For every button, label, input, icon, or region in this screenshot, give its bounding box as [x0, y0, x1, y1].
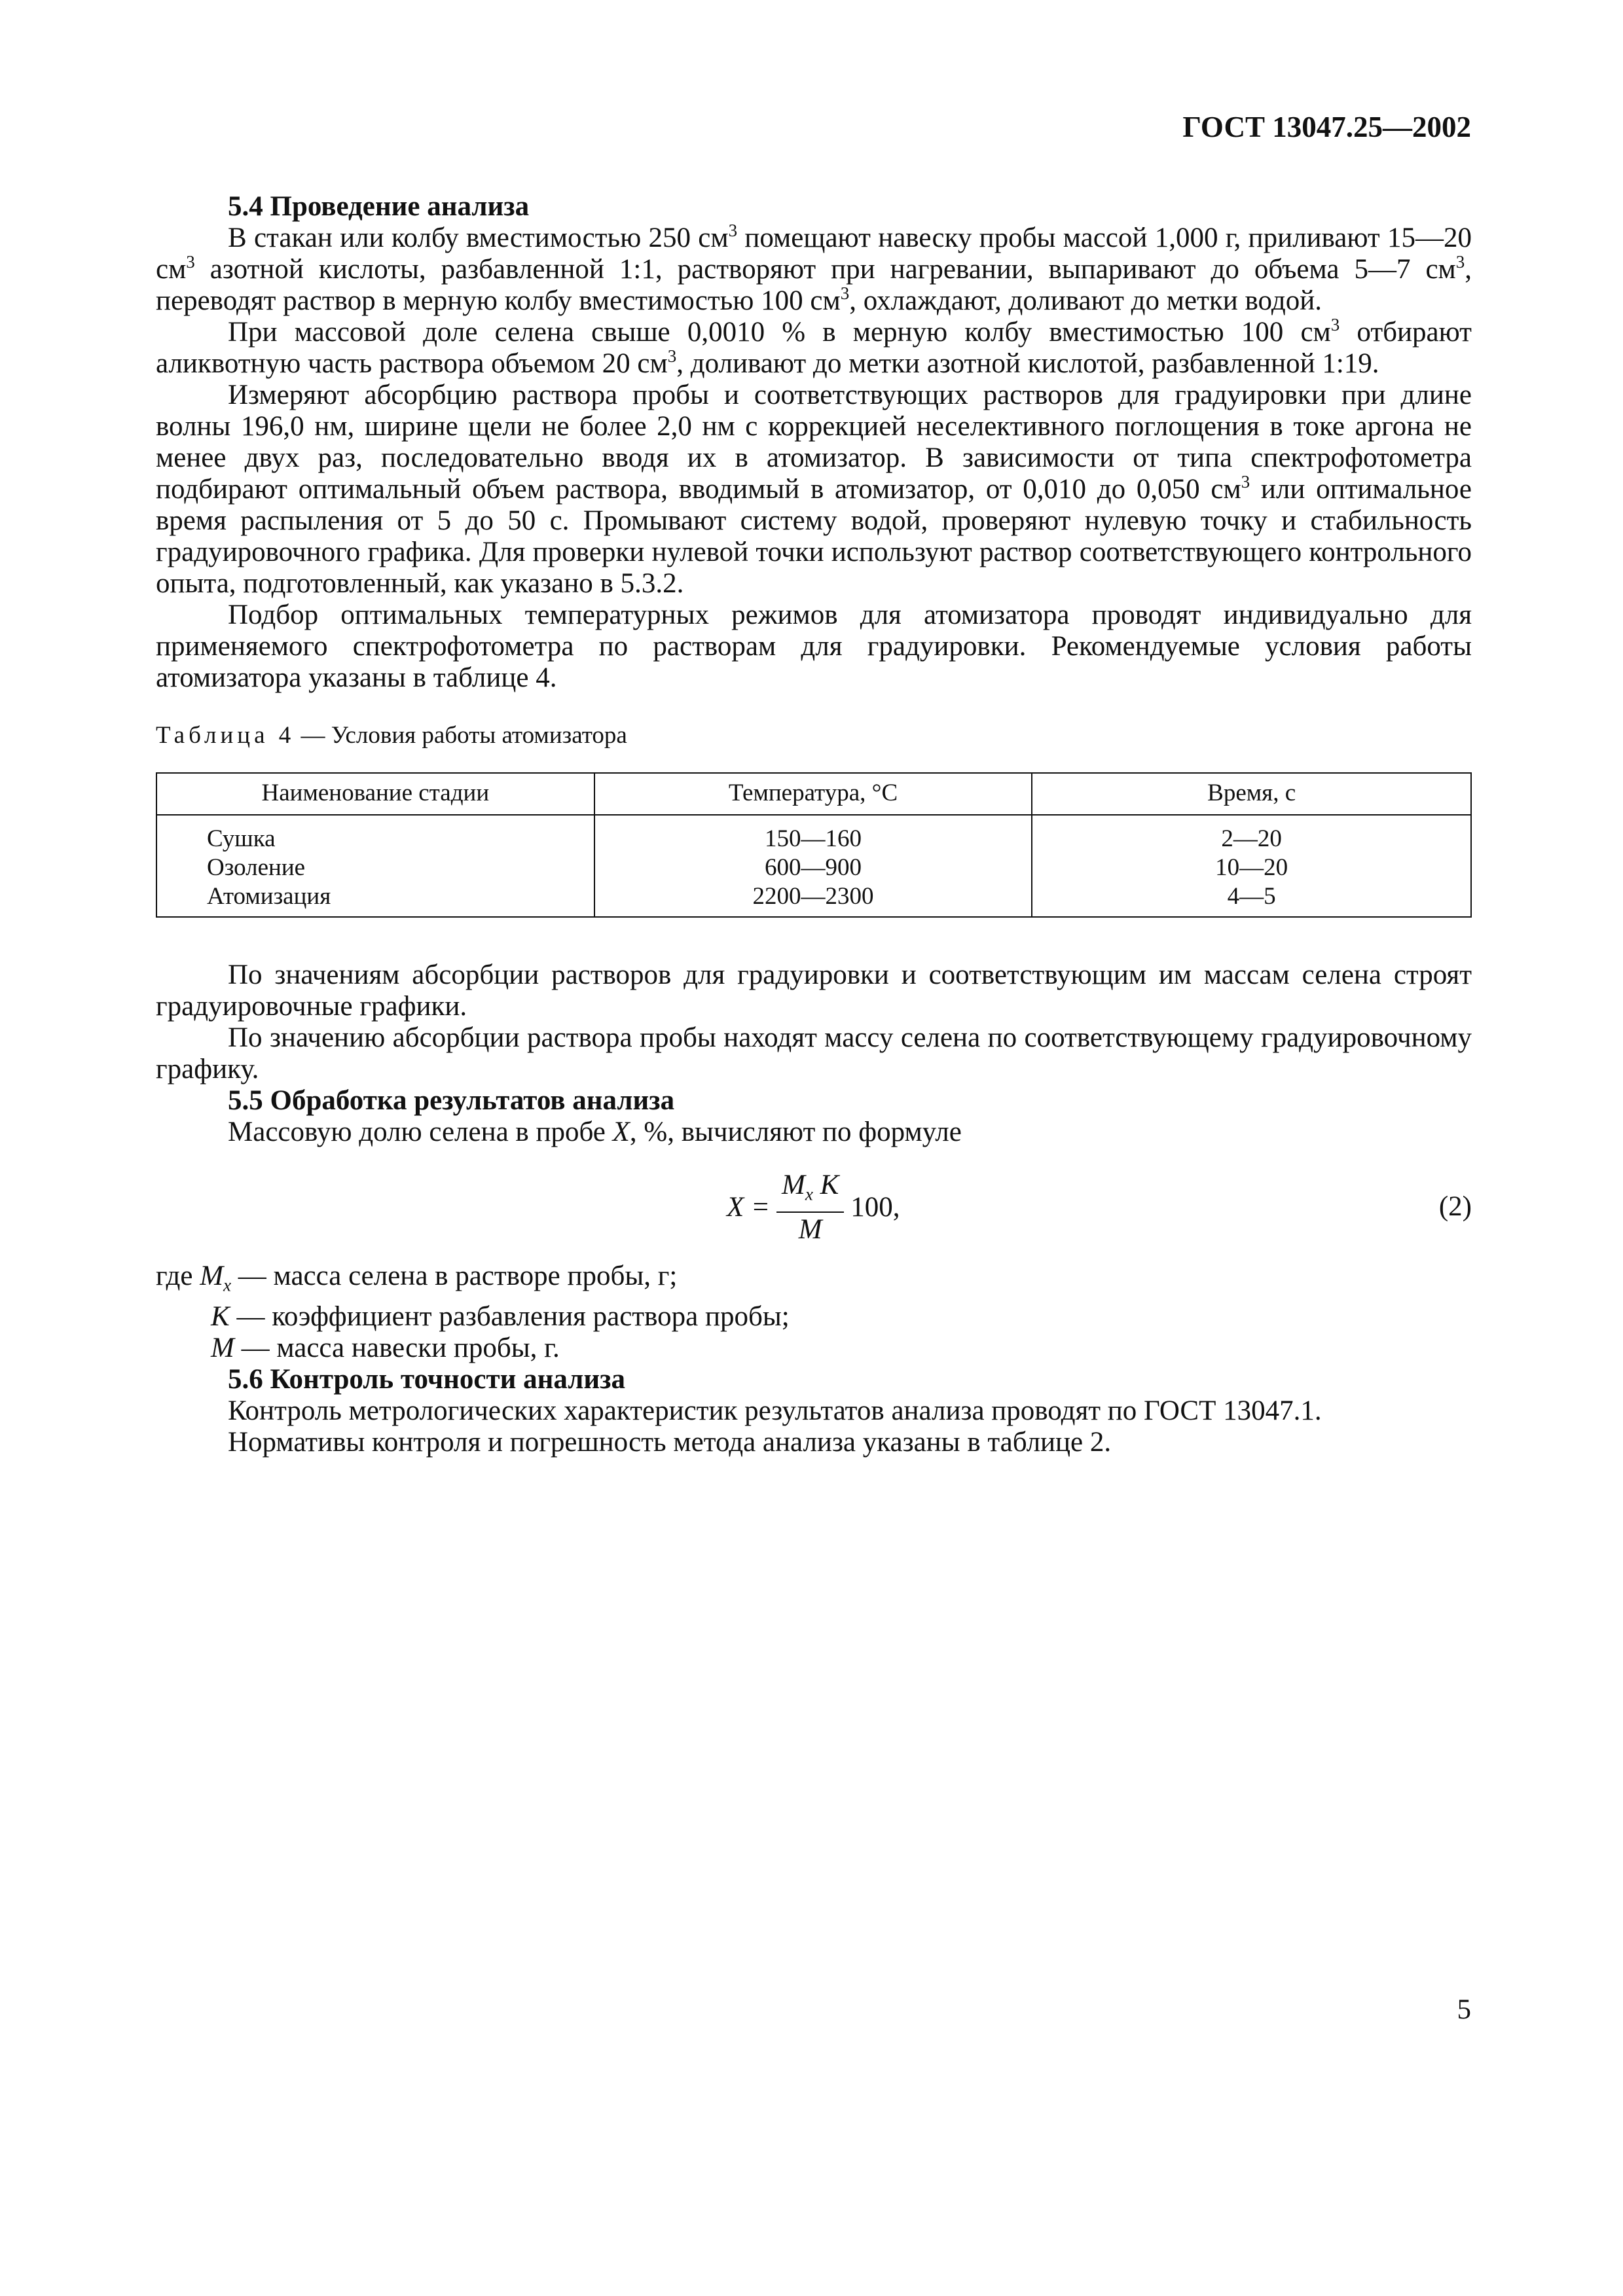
- section-5-4-paragraph-1: В стакан или колбу вместимостью 250 $см^3$ помещают навеску пробы массой 1,000 г, приливают 15—20 $см^3$ азотной кислоты, разбавленной 1:1, растворяют при нагревании, выпаривают до объема 5—7 $см^3$, переводят раствор в мерную колбу вместимостью 100 $см^3$, охлаждают, доливают до метки водой.: [156, 221, 1472, 316]
- formula-2: [156, 1158, 1472, 1257]
- section-5-4-paragraph-3: Измеряют абсорбцию раствора пробы и соответствующих растворов для градуировки при длине волны 196,0 нм, ширине щели не более 2,0 нм с коррекцией неселективного поглощения в токе аргона не менее двух раз, последовательно вводя их в атомизатор. В зависимости от типа спектрофотометра подбирают оптимальный объем раствора, вводимый в атомизатор, от 0,010 до 0,050 $см^3$ или оптимальное время распыления от 5 до 50 с. Промывают систему водой, проверяют нулевую точку и стабильность градуировочного графика. Для проверки нулевой точки используют раствор соответствующего контрольного опыта, подготовленный, как указано в 5.3.2.: [156, 380, 1472, 599]
- table-row: [156, 815, 1471, 917]
- table-cell-stage: Сушка Озоление Атомизация: [156, 815, 594, 917]
- table-4-caption-text: — Условия работы атомизатора: [295, 722, 627, 749]
- document-header: ГОСТ 13047.25—2002: [1182, 111, 1471, 143]
- table-header-stage: Наименование стадии: [156, 773, 594, 815]
- table-4-caption: [156, 721, 1472, 750]
- section-5-4-paragraph-4: Подбор оптимальных температурных режимов для атомизатора проводят индивидуально для применяемого спектрофотометра по растворам для градуировки. Рекомендуемые условия работы атомизатора указаны в таблице 4.: [156, 600, 1472, 693]
- table-header-row: [156, 773, 1471, 815]
- calibration-paragraph-2: По значению абсорбции раствора пробы находят массу селена по соответствующему градуировочному графику.: [156, 1022, 1472, 1085]
- formula-factor: 100,: [850, 1192, 900, 1223]
- legend-item-m: M — масса навески пробы, г.: [211, 1332, 560, 1363]
- table-cell-temperature: 150—160 600—900 2200—2300: [594, 815, 1032, 917]
- calibration-paragraph-1: По значениям абсорбции растворов для градуировки и соответствующим им массам селена строят градуировочные графики.: [156, 960, 1472, 1022]
- formula-denominator: M: [798, 1213, 822, 1245]
- formula-numerator: $M_x$ K: [782, 1170, 839, 1204]
- section-5-5-intro: Массовую долю селена в пробе X, %, вычисляют по формуле: [228, 1117, 962, 1147]
- section-5-5-heading: 5.5 Обработка результатов анализа: [228, 1085, 675, 1116]
- formula-legend: [156, 1257, 1472, 1364]
- page-number: 5: [1457, 1994, 1471, 2025]
- formula-expression: [727, 1158, 900, 1257]
- legend-item-mx: где $M_x$ — масса селена в растворе пробы, г;: [156, 1261, 678, 1295]
- table-cell-time: 2—20 10—20 4—5: [1032, 815, 1471, 917]
- section-5-4-paragraph-2: При массовой доле селена свыше 0,0010 % в мерную колбу вместимостью 100 $см^3$ отбирают аликвотную часть раствора объемом 20 $см^3$, доливают до метки азотной кислотой, разбавленной 1:19.: [156, 315, 1472, 379]
- formula-number: (2): [1438, 1191, 1472, 1222]
- section-5-6-heading: 5.6 Контроль точности анализа: [228, 1363, 625, 1395]
- table-header-time: Время, с: [1032, 773, 1471, 815]
- atomizer-conditions-table: [156, 772, 1472, 918]
- section-5-4-heading: 5.4 Проведение анализа: [228, 191, 530, 222]
- formula-fraction: [776, 1168, 844, 1247]
- table-header-temperature: Температура, °С: [594, 773, 1032, 815]
- document-body: [156, 191, 1472, 1458]
- section-5-6-paragraph-2: Нормативы контроля и погрешность метода анализа указаны в таблице 2.: [228, 1426, 1112, 1458]
- legend-item-k: K — коэффициент разбавления раствора пробы;: [211, 1300, 790, 1332]
- table-4-caption-label: Таблица 4: [156, 722, 295, 749]
- section-5-6-paragraph-1: Контроль метрологических характеристик результатов анализа проводят по ГОСТ 13047.1.: [228, 1395, 1322, 1426]
- formula-lhs: X =: [727, 1192, 771, 1223]
